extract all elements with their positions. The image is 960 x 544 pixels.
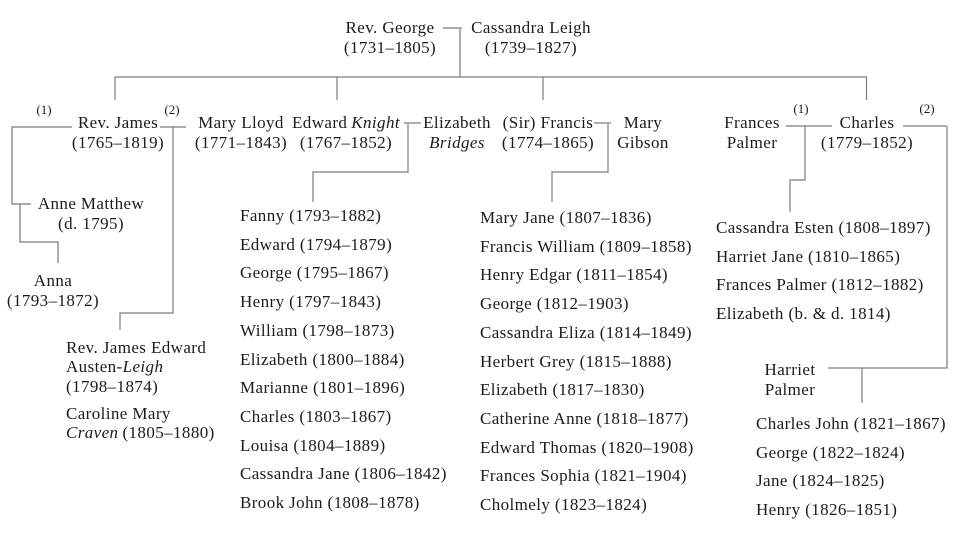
edward-child: Elizabeth (1800–1884) (240, 349, 405, 369)
person-mary-lloyd (195, 113, 287, 153)
list-charles-wife1-children (716, 214, 931, 328)
person-rev-james (72, 113, 164, 153)
list-charles-wife2-children (756, 410, 946, 524)
person-name: Mary (623, 113, 663, 132)
person-anne-matthew (38, 194, 144, 234)
person-mary-gibson (617, 113, 669, 153)
person-dates: (1798–1874) (66, 376, 159, 396)
edward-child: Cassandra Jane (1806–1842) (240, 464, 447, 484)
person-harriet-palmer (765, 360, 816, 400)
edward-child: Henry (1797–1843) (240, 292, 382, 312)
person-surname: Craven (66, 423, 119, 443)
charles-wife2-child: Charles John (1821–1867) (756, 414, 946, 433)
person-name-line2: Austen- (66, 357, 123, 377)
marriage-marker-charles-1: (1) (793, 101, 809, 116)
person-dates: (1767–1852) (299, 133, 393, 152)
person-dates: (1731–1805) (343, 38, 437, 57)
marriage-marker-james-1: (1) (36, 102, 52, 117)
francis-child: Henry Edgar (1811–1854) (480, 265, 668, 285)
edward-child: Fanny (1793–1882) (240, 206, 382, 225)
edward-child: Brook John (1808–1878) (240, 493, 420, 513)
edward-child: George (1795–1867) (240, 263, 389, 283)
edward-child: Edward (1794–1879) (240, 234, 393, 254)
person-name: Anne Matthew (37, 194, 145, 213)
marriage-marker-charles-2: (2) (919, 101, 935, 116)
person-dates: (1771–1843) (194, 133, 288, 152)
list-francis-children (480, 204, 694, 520)
person-dates: (1805–1880) (122, 423, 215, 443)
francis-child: Mary Jane (1807–1836) (480, 208, 652, 227)
person-frances-palmer (724, 113, 780, 153)
person-name: Anna (33, 271, 73, 290)
charles-wife1-child: Harriet Jane (1810–1865) (716, 246, 901, 266)
person-surname: Leigh (122, 357, 164, 377)
person-name-line1: Caroline Mary (66, 404, 171, 423)
francis-child: Frances Sophia (1821–1904) (480, 466, 687, 486)
person-dates: (1793–1872) (6, 291, 100, 310)
person-sir-francis (502, 113, 594, 153)
marriage-marker-james-2: (2) (164, 102, 180, 117)
person-name2: Palmer (764, 380, 816, 399)
person-cassandra-leigh (471, 18, 591, 58)
francis-child: Edward Thomas (1820–1908) (480, 437, 694, 457)
person-name: Rev. James (77, 113, 159, 132)
edward-child: Charles (1803–1867) (240, 406, 392, 426)
person-name: Cassandra Leigh (471, 18, 591, 37)
edward-child: Louisa (1804–1889) (240, 435, 386, 455)
person-name: Frances (724, 113, 780, 132)
charles-wife1-child: Cassandra Esten (1808–1897) (716, 218, 931, 237)
person-surname: Bridges (429, 133, 485, 152)
person-dates: (1739–1827) (484, 38, 578, 57)
person-james-edward-austen-leigh (66, 338, 206, 396)
person-caroline-mary-craven (66, 404, 215, 443)
person-surname: Knight (351, 113, 400, 132)
person-name: Edward (292, 113, 348, 132)
person-dates: (1765–1819) (71, 133, 165, 152)
edward-child: Marianne (1801–1896) (240, 378, 406, 398)
person-elizabeth-bridges (423, 113, 491, 153)
person-edward-knight (292, 113, 400, 153)
person-dates: (d. 1795) (58, 214, 124, 233)
person-name: Elizabeth (423, 113, 491, 132)
person-name: Harriet (764, 360, 816, 379)
person-name2: Palmer (726, 133, 778, 152)
person-name-line1: Rev. James Edward (66, 338, 207, 357)
charles-wife1-child: Frances Palmer (1812–1882) (716, 275, 924, 295)
francis-child: Catherine Anne (1818–1877) (480, 408, 689, 428)
person-dates: (1779–1852) (820, 133, 914, 152)
person-dates: (1774–1865) (501, 133, 595, 152)
francis-child: George (1812–1903) (480, 294, 629, 314)
person-anna (7, 271, 99, 311)
charles-wife2-child: Jane (1824–1825) (756, 471, 885, 491)
person-rev-george (344, 18, 436, 58)
francis-child: Cholmely (1823–1824) (480, 495, 648, 515)
charles-wife1-child: Elizabeth (b. & d. 1814) (716, 303, 891, 323)
person-charles (821, 113, 913, 153)
person-name: Mary Lloyd (198, 113, 284, 132)
person-name: (Sir) Francis (502, 113, 594, 132)
person-name2: Gibson (617, 133, 669, 152)
francis-child: Cassandra Eliza (1814–1849) (480, 322, 692, 342)
francis-child: Francis William (1809–1858) (480, 236, 692, 256)
list-edward-children (240, 202, 447, 518)
person-name: Rev. George (345, 18, 435, 37)
charles-wife2-child: George (1822–1824) (756, 442, 905, 462)
francis-child: Herbert Grey (1815–1888) (480, 351, 672, 371)
charles-wife2-child: Henry (1826–1851) (756, 499, 898, 519)
edward-child: William (1798–1873) (240, 320, 395, 340)
person-name: Charles (839, 113, 895, 132)
francis-child: Elizabeth (1817–1830) (480, 380, 645, 400)
